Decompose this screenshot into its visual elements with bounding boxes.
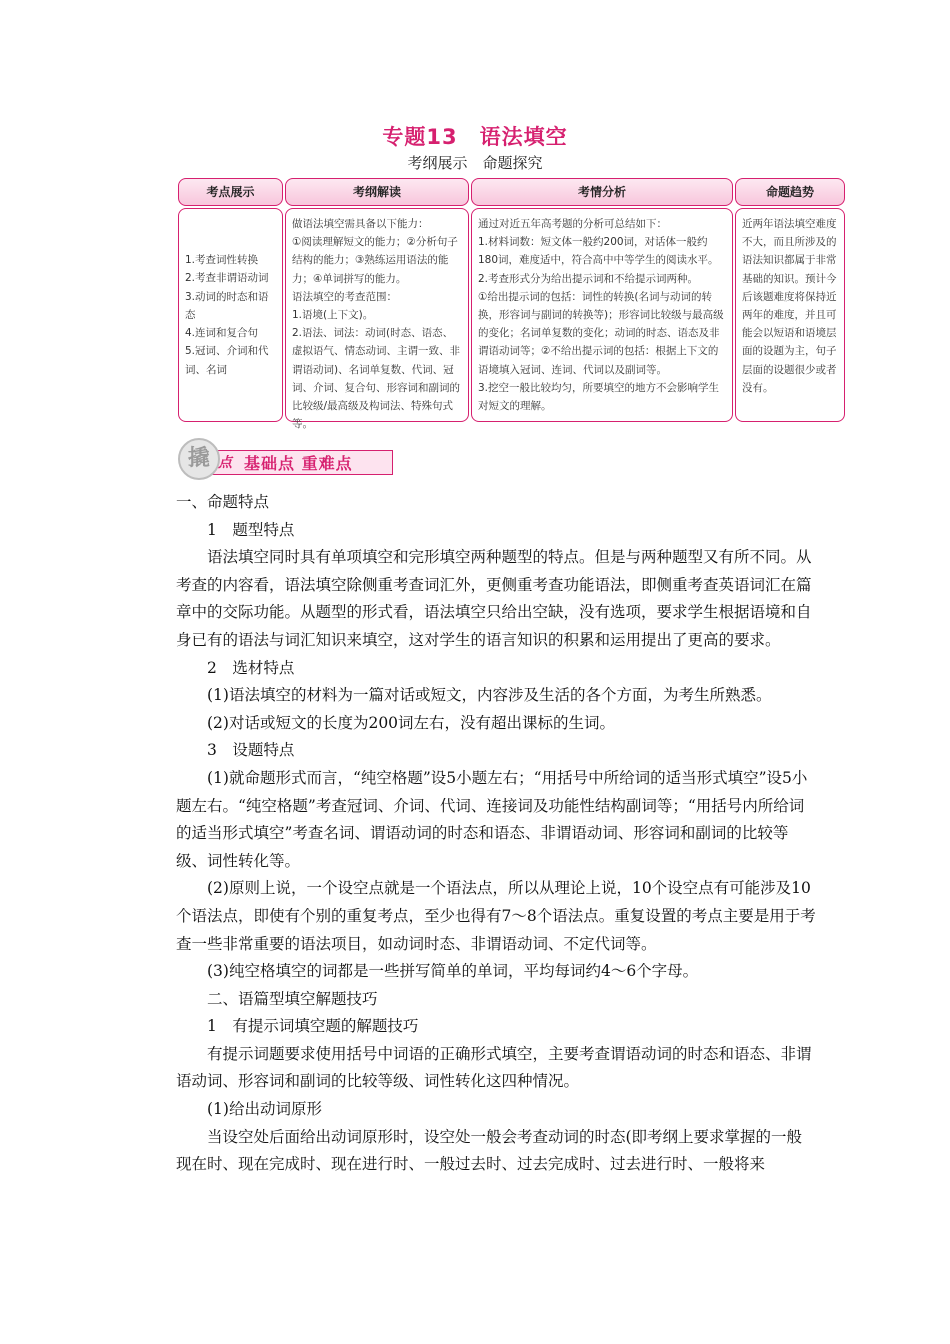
subheading: 1 题型特点 (207, 520, 295, 539)
exam-overview-table (178, 178, 845, 431)
paragraph: 当设空处后面给出动词原形时，设空处一般会考查动词的时态(即考纲上要求掌握的一般现在时、现在完成时、现在进行时、一般过去时、过去完成时、过去进行时、一般将来 (176, 1127, 803, 1174)
table-column-kaogang (285, 178, 469, 431)
subheading: 3 设题特点 (207, 741, 295, 760)
column-header: 考点展示 (178, 178, 283, 206)
subheading: (1)给出动词原形 (207, 1100, 322, 1119)
banner-title: 基础点 重难点 (244, 454, 353, 473)
column-header: 命题趋势 (735, 178, 845, 206)
table-column-kaodian (178, 178, 283, 422)
section-heading: 一、命题特点 (176, 493, 270, 511)
banner-badge-icon: 撬 (178, 438, 220, 480)
subheading: 2 选材特点 (207, 658, 295, 677)
page-subtitle: 考纲展示 命题探究 (407, 154, 543, 172)
paragraph: (2)对话或短文的长度为200词左右，没有超出课标的生词。 (207, 713, 616, 732)
column-header: 考情分析 (471, 178, 733, 206)
banner-tag: 点 (218, 455, 232, 471)
paragraph: (2)原则上说，一个设空点就是一个语法点，所以从理论上说，10个设空点有可能涉及10个语法点，即使有个别的重复考点，至少也得有7～8个语法点。重复设置的考点主要是用于考查一些非常重要的语法项目，如动词时态、非谓语动词、不定代词等。 (176, 879, 816, 953)
column-body (178, 208, 283, 422)
column-body: 近两年语法填空难度不大，而且所涉及的语法知识都属于非常基础的知识。预计今后该题难度将保持近两年的难度，并且可能会以短语和语境层面的设题为主，句子层面的设题很少或者没有。 (735, 208, 845, 422)
column-header: 考纲解读 (285, 178, 469, 206)
paragraph: 有提示词题要求使用括号中词语的正确形式填空，主要考查谓语动词的时态和语态、非谓语动词、形容词和副词的比较等级、词性转化这四种情况。 (176, 1044, 812, 1091)
main-content (176, 489, 816, 1179)
column-body: 通过对近五年高考题的分析可总结如下： 1.材料词数：短文体一般约200词，对话体一般约180词，难度适中，符合高中中等学生的阅读水平。 2.考查形式分为给出提示词和不给提示词两种。 ①给出提示词的包括：词性的转换(名词与动词的转换，形容词与副词的转换等)；形容词比较级与最高级的变化；名词单复数的变化；动词的时态、语态及非谓语动词等；②不给出提示词的包括：根据上下文的语境填入冠词、连词、代词以及副词等。 3.挖空一般比较均匀，所要填空的地方不会影响学生对短文的理解。 (471, 208, 733, 422)
page-title: 专题13 语法填空 (382, 125, 568, 149)
column-text: 1.考查词性转换 2.考查非谓语动词 3.动词的时态和语态 4.连词和复合句 5.冠词、介词和代词、名词 (185, 254, 269, 376)
paragraph: (1)语法填空的材料为一篇对话或短文，内容涉及生活的各个方面，为考生所熟悉。 (207, 686, 772, 705)
column-body: 做语法填空需具备以下能力： ①阅读理解短文的能力；②分析句子结构的能力；③熟练运用语法的能力；④单词拼写的能力。 语法填空的考查范围： 1.语境(上下文)。 2.语法、词法：动词(时态、语态、虚拟语气、情态动词、主谓一致、非谓语动词)、名词单复数、代词、冠词、介词、复合句、形容词和副词的比较级/最高级及构词法、特殊句式等。 (285, 208, 469, 422)
table-column-kaoqing (471, 178, 733, 422)
table-column-qushi (735, 178, 845, 422)
section-heading: 二、语篇型填空解题技巧 (207, 989, 378, 1008)
paragraph: (3)纯空格填空的词都是一些拼写简单的单词，平均每词约4～6个字母。 (207, 962, 699, 981)
subheading: 1 有提示词填空题的解题技巧 (207, 1017, 419, 1036)
paragraph: (1)就命题形式而言，“纯空格题”设5小题左右；“用括号中所给词的适当形式填空”设5小题左右。“纯空格题”考查冠词、介词、代词、连接词及功能性结构副词等；“用括号内所给词的适当形式填空”考查名词、谓语动词的时态和语态、非谓语动词、形容词和副词的比较等级、词性转化等。 (176, 768, 808, 870)
section-banner (178, 438, 393, 480)
paragraph: 语法填空同时具有单项填空和完形填空两种题型的特点。但是与两种题型又有所不同。从考查的内容看，语法填空除侧重考查词汇外，更侧重考查功能语法，即侧重考查英语词汇在篇章中的交际功能。从题型的形式看，语法填空只给出空缺，没有选项，要求学生根据语境和自身已有的语法与词汇知识来填空，这对学生的语言知识的积累和运用提出了更高的要求。 (176, 548, 812, 649)
